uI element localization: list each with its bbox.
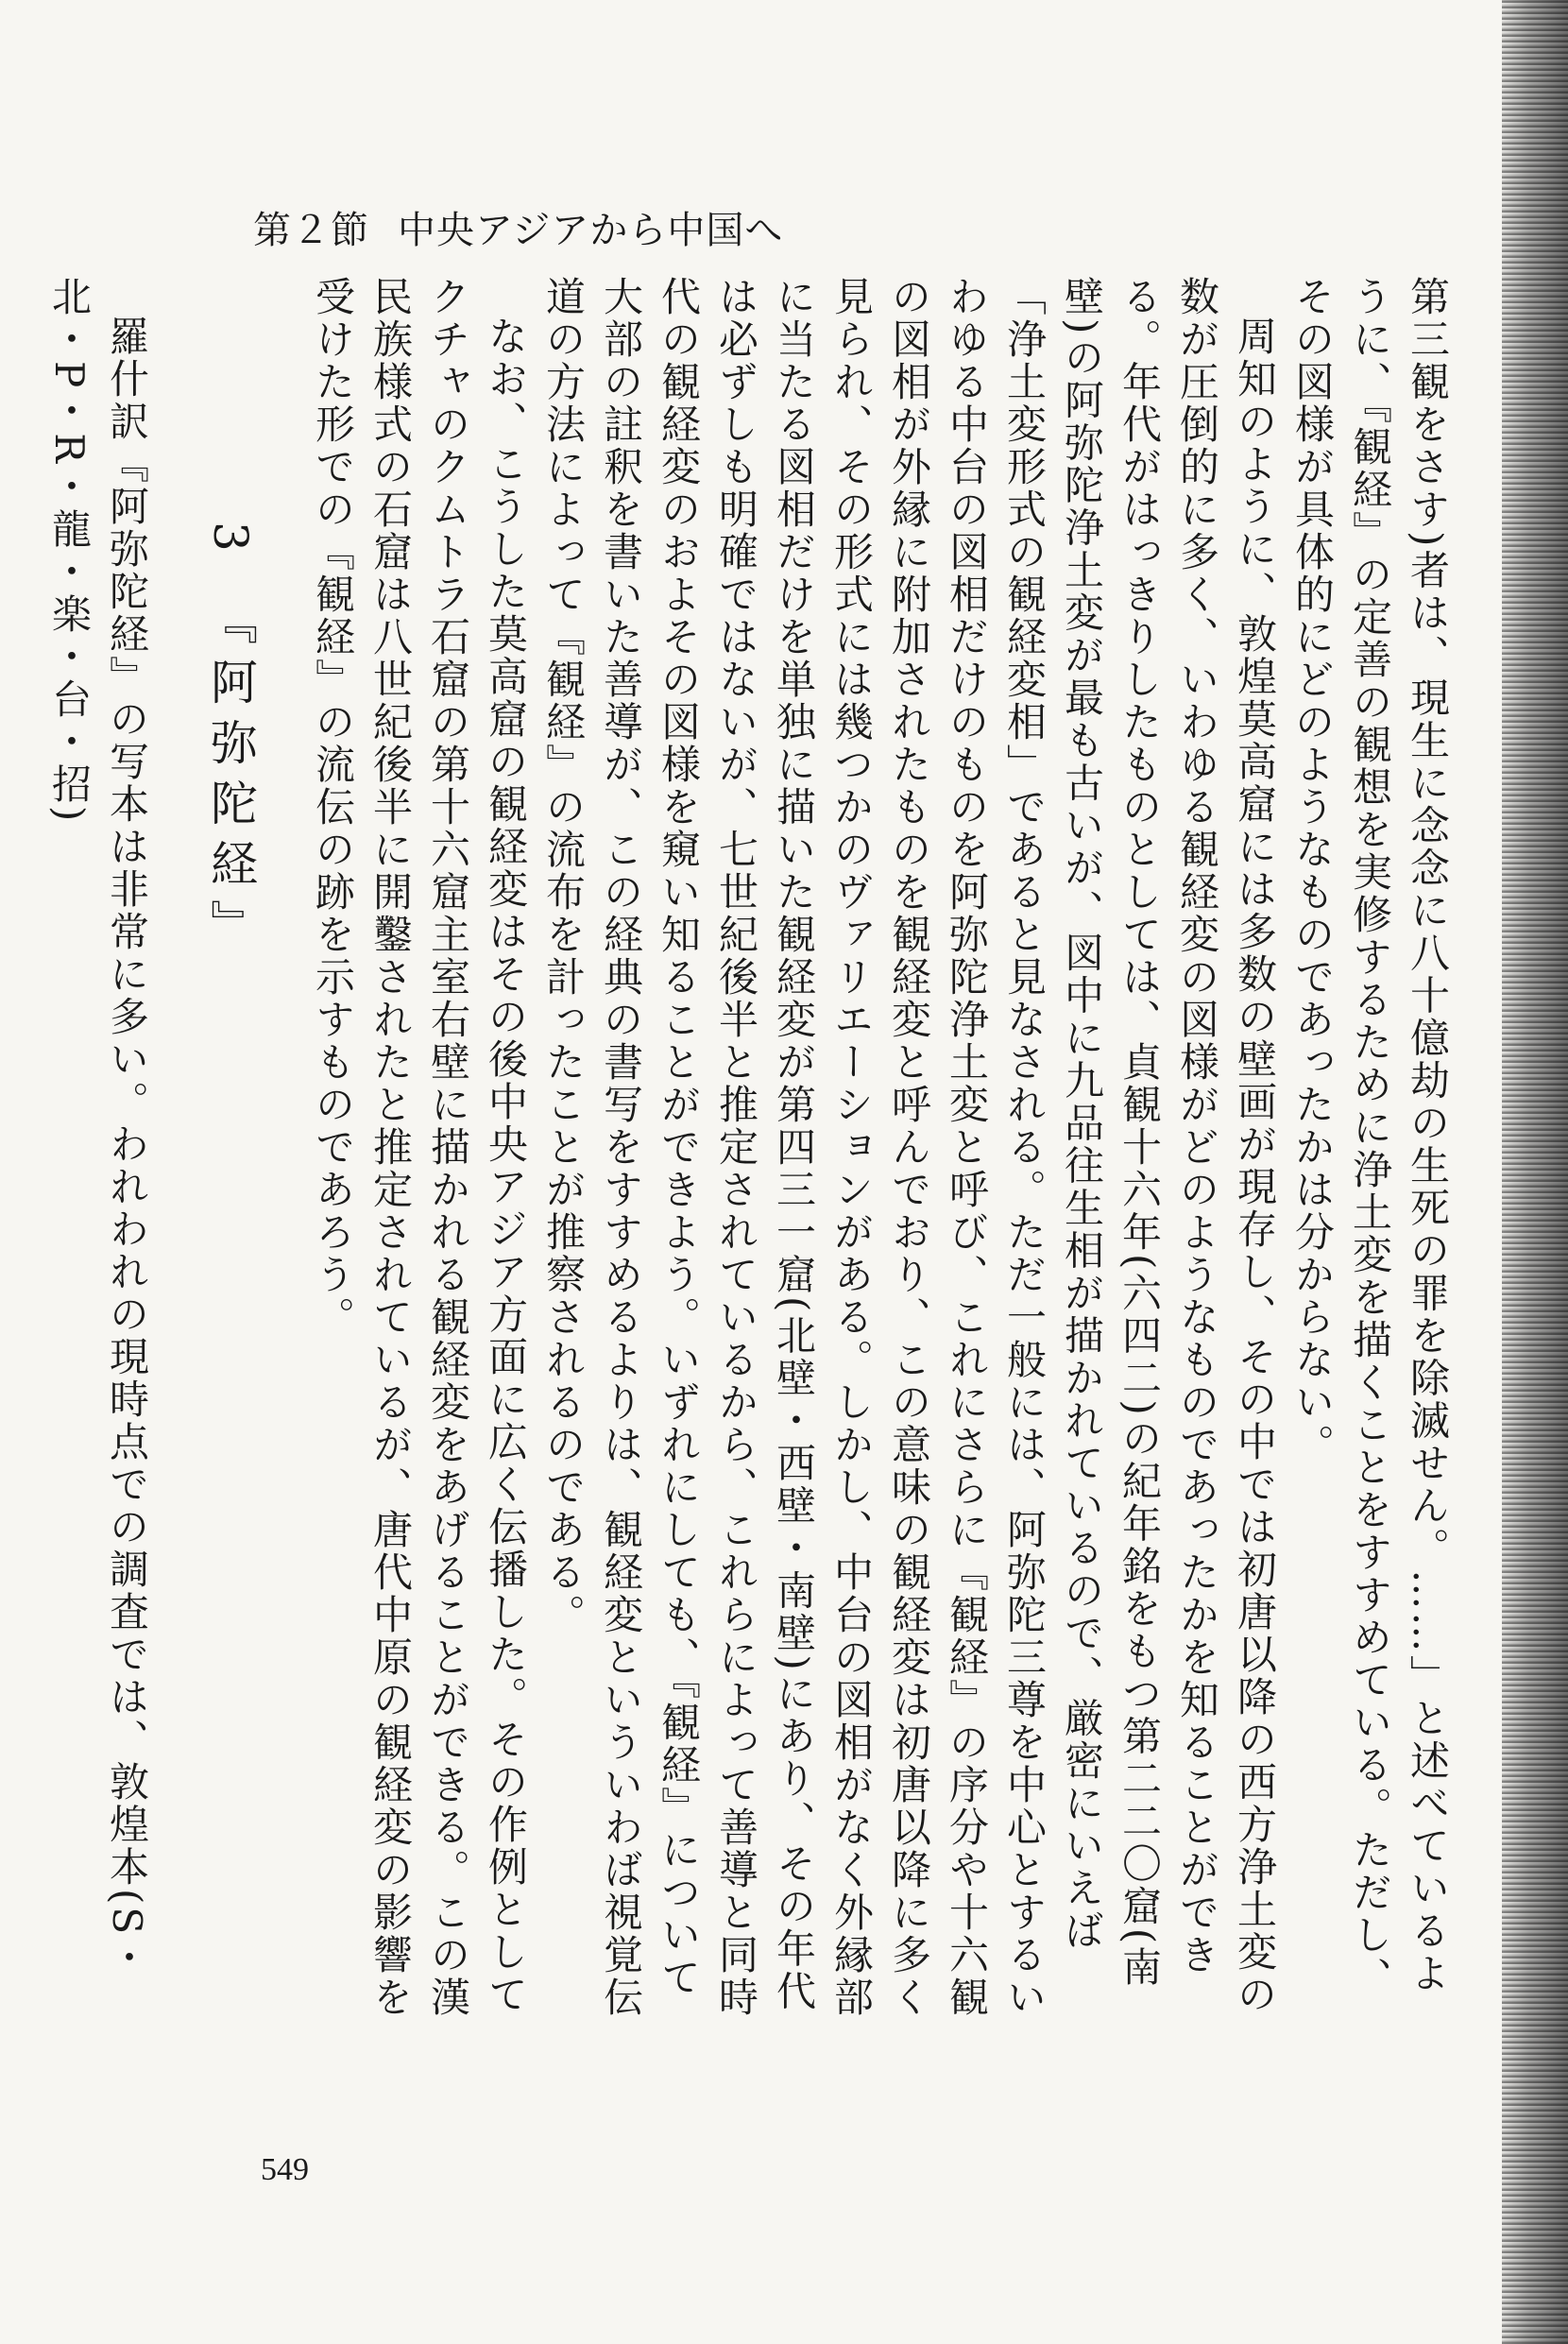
running-head-title: 中央アジアから中国へ xyxy=(398,209,784,252)
paragraph-4: 羅什訳『阿弥陀経』の写本は非常に多い。われわれの現時点での調査では、敦煌本(S・北・P・R・龍・楽・台・招) xyxy=(46,276,150,1980)
running-head-section: 第２節 xyxy=(253,209,369,252)
paragraph-3: なお、こうした莫高窟の観経変はその後中央アジア方面に広く伝播した。その作例としてクチャのクムトラ石窟の第十六窟主室右壁に描かれる観経変をあげることができる。この漢民族様式の石窟は八世紀後半に開鑿されたと推定されているが、唐代中原の観経変の影響を受けた形での『観経』の流伝の跡を示すものであろう。 xyxy=(310,276,529,2019)
running-head xyxy=(253,200,811,254)
paragraph-1: 第三観をさす)者は、現生に念念に八十億劫の生死の罪を除滅せん。……」と述べているように、『観経』の定善の観想を実修するために浄土変を描くことをすすめている。ただし、その図様が具体的にどのようなものであったかは分からない。 xyxy=(1289,276,1451,1999)
page-number: 549 xyxy=(261,2152,309,2187)
paragraph-2: 周知のように、敦煌莫高窟には多数の壁画が現存し、その中では初唐以降の西方浄土変の数が圧倒的に多く、いわゆる観経変の図様がどのようなものであったかを知ることができる。年代がはっきりしたものとしては、貞観十六年(六四二)の紀年銘をもつ第二二〇窟(南壁)の阿弥陀浄土変が最も古いが、図中に九品往生相が描かれているので、厳密にいえば「浄土変形式の観経変相」であると見なされる。ただ一般には、阿弥陀三尊を中心とするいわゆる中台の図相だけのものを阿弥陀浄土変と呼び、これにさらに『観経』の序分や十六観の図相が外縁に附加されたものを観経変と呼んでおり、この意味の観経変は初唐以降に多く見られ、その形式には幾つかのヴァリエーションがある。しかし、中台の図相がなく外縁部に当たる図相だけを単独に描いた観経変が第四三一窟(北壁・西壁・南壁)にあり、その年代は必ずしも明確ではないが、七世紀後半と推定されているから、これらによって善導と同時代の観経変のおよその図様を窺い知ることができよう。いずれにしても、『観経』について大部の註釈を書いた善導が、この経典の書写をすすめるよりは、観経変といういわば視覚伝道の方法によって『観経』の流布を計ったことが推察されるのである。 xyxy=(540,276,1278,2019)
section-heading xyxy=(201,276,259,2033)
vertical-body-text xyxy=(46,276,1457,2033)
section-number: 3 xyxy=(203,522,258,565)
scan-edge-shadow xyxy=(1502,0,1568,2344)
section-title: 『阿弥陀経』 xyxy=(203,596,258,960)
